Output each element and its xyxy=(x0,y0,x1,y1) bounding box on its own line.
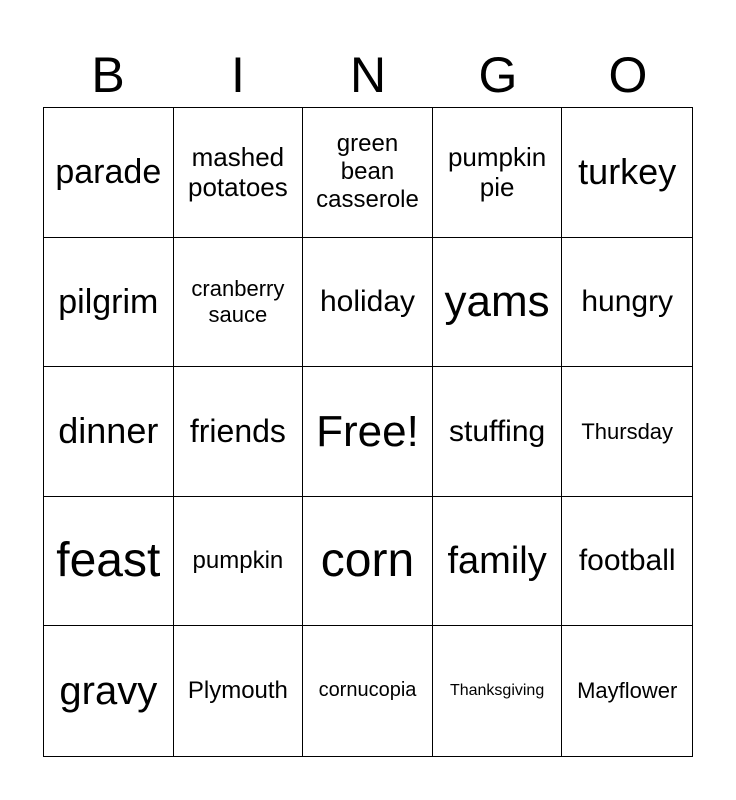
cell-label: Mayflower xyxy=(577,678,678,704)
bingo-cell[interactable] xyxy=(562,497,692,627)
cell-label: mashed potatoes xyxy=(188,141,288,203)
header-letter-o: O xyxy=(608,47,648,103)
header-letter-g: G xyxy=(478,47,518,103)
bingo-cell[interactable] xyxy=(303,497,433,627)
bingo-board xyxy=(43,107,693,757)
bingo-cell[interactable] xyxy=(303,367,433,497)
cell-label: holiday xyxy=(319,285,416,319)
bingo-cell[interactable] xyxy=(44,497,174,627)
bingo-cell[interactable] xyxy=(174,497,304,627)
bingo-cell[interactable] xyxy=(44,108,174,238)
cell-label: football xyxy=(578,544,676,578)
cell-label: cranberry sauce xyxy=(191,275,285,327)
cell-label: gravy xyxy=(59,668,158,713)
cell-label: stuffing xyxy=(449,414,546,448)
cell-label: feast xyxy=(56,533,161,587)
bingo-cell[interactable] xyxy=(433,238,563,368)
bingo-cell[interactable] xyxy=(562,626,692,756)
bingo-cell[interactable] xyxy=(433,367,563,497)
cell-label: dinner xyxy=(58,410,159,452)
cell-label: green bean casserole xyxy=(316,129,419,214)
free-space: Free! xyxy=(316,406,419,456)
cell-label: friends xyxy=(189,412,286,449)
bingo-cell[interactable] xyxy=(303,626,433,756)
bingo-cell[interactable] xyxy=(44,626,174,756)
cell-label: pumpkin xyxy=(192,546,284,574)
cell-label: pilgrim xyxy=(58,282,159,321)
bingo-cell[interactable] xyxy=(562,238,692,368)
bingo-cell[interactable] xyxy=(174,367,304,497)
cell-label: family xyxy=(447,539,547,582)
cell-label: corn xyxy=(320,533,415,587)
cell-label: Thanksgiving xyxy=(449,681,545,699)
header-letter-b: B xyxy=(91,47,125,103)
cell-label: parade xyxy=(55,153,162,192)
bingo-cell[interactable] xyxy=(433,626,563,756)
cell-label: turkey xyxy=(578,151,677,193)
bingo-cell[interactable] xyxy=(174,238,304,368)
bingo-cell[interactable] xyxy=(562,367,692,497)
cell-label: Thursday xyxy=(581,418,674,444)
cell-label: Plymouth xyxy=(187,677,288,705)
cell-label: yams xyxy=(444,276,550,326)
bingo-cell[interactable] xyxy=(303,238,433,368)
header-letter-n: N xyxy=(349,47,387,103)
header-letter-i: I xyxy=(231,47,245,103)
bingo-cell[interactable] xyxy=(174,108,304,238)
cell-label: pumpkin pie xyxy=(447,141,547,203)
bingo-cell[interactable] xyxy=(303,108,433,238)
bingo-cell[interactable] xyxy=(433,108,563,238)
bingo-cell[interactable] xyxy=(44,238,174,368)
bingo-cell[interactable] xyxy=(44,367,174,497)
bingo-cell[interactable] xyxy=(433,497,563,627)
bingo-header xyxy=(43,42,693,108)
bingo-cell[interactable] xyxy=(562,108,692,238)
cell-label: cornucopia xyxy=(318,679,417,702)
bingo-cell[interactable] xyxy=(174,626,304,756)
cell-label: hungry xyxy=(581,285,674,319)
